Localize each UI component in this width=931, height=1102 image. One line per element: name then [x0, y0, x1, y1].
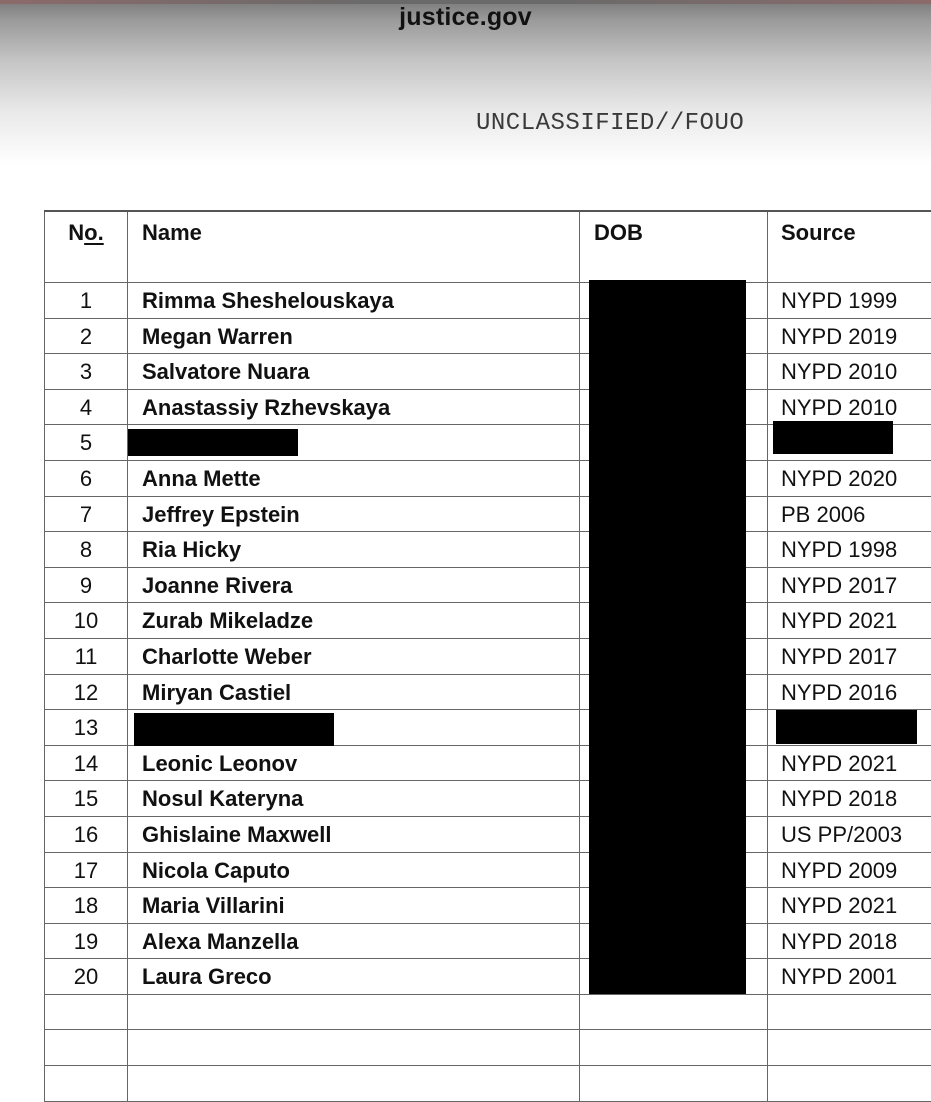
table-cell-number: 16	[44, 817, 128, 852]
table-cell-name: Jeffrey Epstein	[128, 497, 580, 532]
table-cell-number: 7	[44, 497, 128, 532]
table-cell-source: NYPD 1998	[781, 537, 898, 563]
table-cell-source: NYPD 2018	[781, 928, 898, 954]
table-row	[44, 924, 931, 960]
table-row	[44, 675, 931, 711]
dob-column-redaction	[589, 280, 746, 994]
table-cell-number: 18	[44, 888, 128, 923]
table-cell-number: 17	[44, 853, 128, 888]
table-cell-source: NYPD 2021	[781, 893, 898, 919]
table-body	[44, 283, 931, 995]
name-redaction-row-5	[128, 429, 298, 456]
table-cell-source	[768, 1030, 931, 1065]
table-cell-number: 13	[44, 710, 128, 745]
table-cell-source	[768, 995, 931, 1030]
column-header-number-suffix: o.	[84, 220, 104, 245]
table-cell-number	[44, 1066, 128, 1101]
table-cell-source: NYPD 2021	[781, 750, 898, 776]
table-cell-source	[768, 1066, 931, 1101]
table-cell-name: Maria Villarini	[128, 888, 580, 923]
table-cell-name: Alexa Manzella	[128, 924, 580, 959]
table-row	[44, 497, 931, 533]
table-cell-number	[44, 1030, 128, 1065]
table-cell-number: 5	[44, 425, 128, 460]
table-header-row	[44, 212, 931, 283]
table-cell-name: Anastassiy Rzhevskaya	[128, 390, 580, 425]
table-cell-name: Megan Warren	[128, 319, 580, 354]
table-cell-number: 6	[44, 461, 128, 496]
table-cell-number: 19	[44, 924, 128, 959]
table-row	[44, 853, 931, 889]
classification-marking: UNCLASSIFIED//FOUO	[476, 110, 745, 137]
source-redaction-row-5	[773, 421, 893, 454]
table-cell-number: 4	[44, 390, 128, 425]
table-cell-number: 20	[44, 959, 128, 994]
table-cell-name: Ghislaine Maxwell	[128, 817, 580, 852]
table-cell-source: NYPD 2001	[781, 964, 898, 990]
site-domain-label: justice.gov	[399, 3, 532, 31]
table-row-blank	[44, 995, 931, 1031]
table-cell-number: 9	[44, 568, 128, 603]
table-cell-name: Salvatore Nuara	[128, 354, 580, 389]
table-row	[44, 319, 931, 355]
table-cell-name: Leonic Leonov	[128, 746, 580, 781]
column-header-source: Source	[781, 220, 856, 245]
table-cell-source: NYPD 2010	[781, 359, 898, 385]
table-cell-number: 1	[44, 283, 128, 318]
table-cell-name	[128, 1066, 580, 1101]
table-cell-source: NYPD 2009	[781, 857, 898, 883]
table-cell-name: Joanne Rivera	[128, 568, 580, 603]
table-row	[44, 568, 931, 604]
table-row-blank	[44, 1030, 931, 1066]
table-cell-source: NYPD 2018	[781, 786, 898, 812]
table-row	[44, 283, 931, 319]
column-header-name: Name	[128, 212, 580, 282]
records-table	[44, 210, 931, 1102]
table-cell-number: 3	[44, 354, 128, 389]
table-cell-number: 15	[44, 781, 128, 816]
column-header-dob-label: DOB	[594, 220, 643, 245]
table-cell-name: Anna Mette	[128, 461, 580, 496]
table-cell-number: 8	[44, 532, 128, 567]
table-cell-name	[128, 995, 580, 1030]
table-row	[44, 888, 931, 924]
table-cell-number: 2	[44, 319, 128, 354]
table-cell-source: NYPD 1999	[781, 288, 898, 313]
table-row	[44, 746, 931, 782]
table-cell-source: NYPD 2019	[781, 323, 898, 349]
table-cell-number: 10	[44, 603, 128, 638]
table-cell-name: Rimma Sheshelouskaya	[128, 283, 580, 318]
table-row	[44, 959, 931, 995]
table-cell-source: NYPD 2017	[781, 643, 898, 669]
column-header-number	[44, 212, 128, 282]
table-cell-source: US PP/2003	[781, 821, 903, 847]
table-cell-source: NYPD 2016	[781, 679, 898, 705]
table-row	[44, 603, 931, 639]
table-row-blank	[44, 1066, 931, 1102]
table-cell-name: Laura Greco	[128, 959, 580, 994]
table-row	[44, 817, 931, 853]
source-redaction-row-13	[776, 710, 917, 744]
table-cell-name: Charlotte Weber	[128, 639, 580, 674]
table-cell-source: NYPD 2021	[781, 608, 898, 634]
table-cell-number: 12	[44, 675, 128, 710]
table-cell-number: 11	[44, 639, 128, 674]
column-header-number-letter: N	[68, 220, 85, 245]
table-cell-dob	[580, 1066, 768, 1101]
table-cell-name: Nicola Caputo	[128, 853, 580, 888]
table-cell-name: Miryan Castiel	[128, 675, 580, 710]
table-cell-name: Ria Hicky	[128, 532, 580, 567]
table-row	[44, 532, 931, 568]
table-cell-number	[44, 995, 128, 1030]
name-redaction-row-13	[134, 713, 334, 746]
table-cell-source: NYPD 2010	[781, 394, 898, 420]
table-row	[44, 461, 931, 497]
table-cell-dob	[580, 1030, 768, 1065]
column-header-dob	[580, 212, 768, 282]
table-cell-name	[128, 1030, 580, 1065]
table-cell-name: Nosul Kateryna	[128, 781, 580, 816]
table-row	[44, 354, 931, 390]
table-cell-source: NYPD 2020	[781, 465, 898, 491]
table-cell-name: Zurab Mikeladze	[128, 603, 580, 638]
table-row	[44, 639, 931, 675]
table-cell-dob	[580, 995, 768, 1030]
table-cell-source: PB 2006	[781, 501, 866, 527]
table-cell-number: 14	[44, 746, 128, 781]
table-cell-source: NYPD 2017	[781, 572, 898, 598]
table-row	[44, 781, 931, 817]
